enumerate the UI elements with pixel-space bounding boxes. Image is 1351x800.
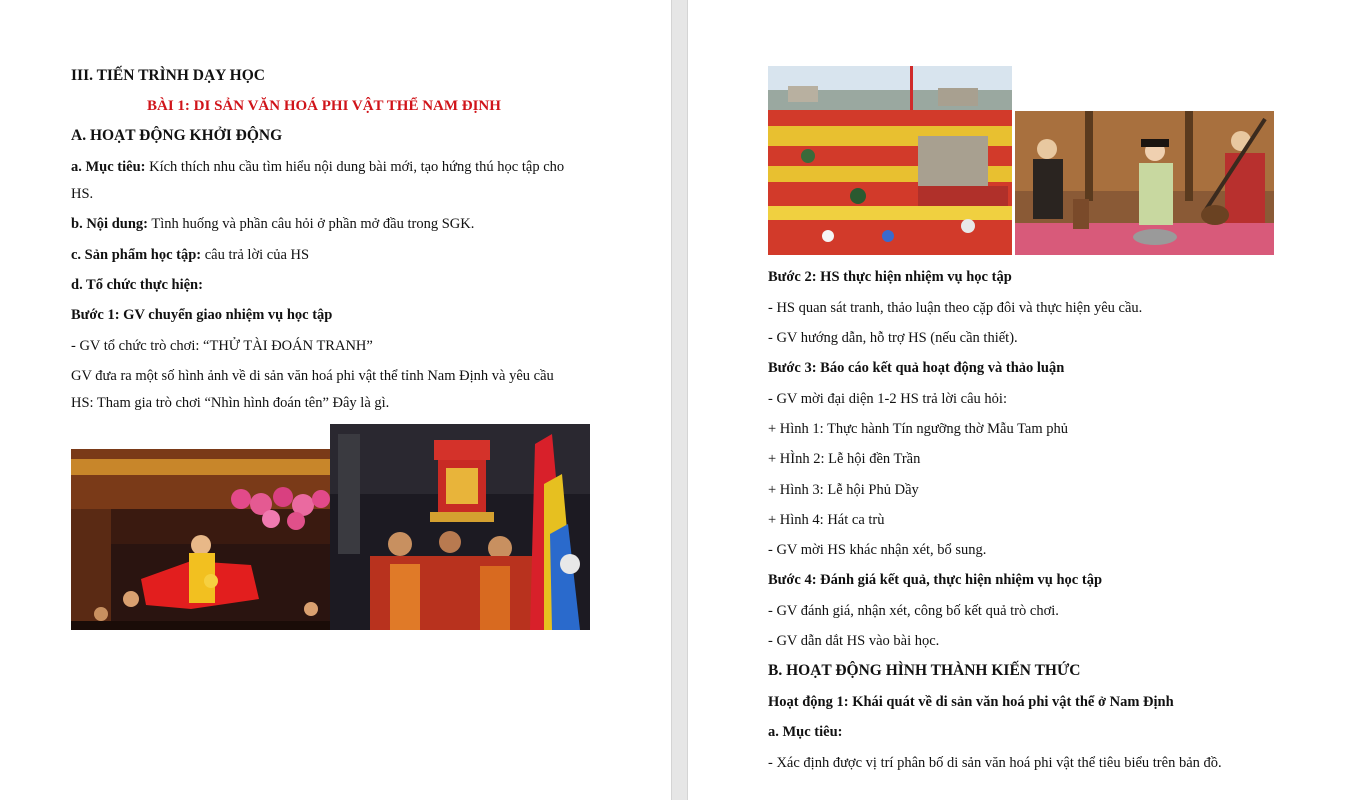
step-3-heading: Bước 3: Báo cáo kết quả hoạt động và thảo luận (768, 360, 1065, 376)
content-line (71, 215, 474, 233)
content-label: b. Nội dung: (71, 216, 148, 232)
step-4-line-1: - GV đánh giá, nhận xét, công bố kết quả trò chơi. (768, 603, 1059, 619)
step-3-answer-4: + Hình 4: Hát ca trù (768, 512, 885, 528)
festival-photo (768, 66, 1012, 255)
step-3-answer-3: + Hình 3: Lễ hội Phủ Dầy (768, 482, 919, 498)
objective-text-cont: HS. (71, 186, 94, 202)
heading-activity-b: B. HOẠT ĐỘNG HÌNH THÀNH KIẾN THỨC (768, 662, 1081, 679)
page-gutter (671, 0, 688, 800)
procession-photo (330, 424, 590, 630)
step-1-heading: Bước 1: GV chuyển giao nhiệm vụ học tập (71, 307, 333, 323)
document-page-left (0, 0, 671, 800)
instruction-line-1: GV đưa ra một số hình ảnh về di sản văn hoá phi vật thể tỉnh Nam Định và yêu cầu (71, 368, 554, 384)
document-page-right (688, 0, 1351, 800)
step-4-line-2: - GV dẫn dắt HS vào bài học. (768, 633, 940, 649)
step-3-answer-1: + Hình 1: Thực hành Tín ngưỡng thờ Mẫu Tam phủ (768, 421, 1069, 437)
step-3-answer-2: + HÌnh 2: Lễ hội đền Trần (768, 451, 921, 467)
objective-label: a. Mục tiêu: (71, 159, 146, 175)
objective-text: Kích thích nhu cầu tìm hiểu nội dung bài mới, tạo hứng thú học tập cho (145, 159, 565, 175)
step-2-line-2: - GV hướng dẫn, hỗ trợ HS (nếu cần thiết). (768, 330, 1018, 346)
ca-tru-photo (1015, 111, 1274, 255)
game-line: - GV tổ chức trò chơi: “THỬ TÀI ĐOÁN TRANH” (71, 338, 373, 354)
objective-line (71, 158, 564, 176)
product-label: c. Sản phẩm học tập: (71, 247, 202, 263)
product-line (71, 246, 309, 264)
activity-1-heading: Hoạt động 1: Khái quát về di sản văn hoá phi vật thể ở Nam Định (768, 694, 1174, 710)
step-2-line-1: - HS quan sát tranh, thảo luận theo cặp đôi và thực hiện yêu cầu. (768, 300, 1143, 316)
activity-1-objective-line-1: - Xác định được vị trí phân bố di sản văn hoá phi vật thể tiêu biểu trên bản đồ. (768, 755, 1222, 771)
content-text: Tình huống và phần câu hỏi ở phần mở đầu trong SGK. (147, 216, 475, 232)
product-text: câu trả lời của HS (201, 247, 310, 263)
step-3-line-6: - GV mời HS khác nhận xét, bổ sung. (768, 542, 987, 558)
lesson-title: BÀI 1: DI SẢN VĂN HOÁ PHI VẬT THỂ NAM ĐỊNH (147, 98, 501, 114)
step-2-heading: Bước 2: HS thực hiện nhiệm vụ học tập (768, 269, 1012, 285)
step-4-heading: Bước 4: Đánh giá kết quả, thực hiện nhiệm vụ học tập (768, 572, 1103, 588)
section-title: III. TIẾN TRÌNH DẠY HỌC (71, 67, 265, 84)
step-3-line-1: - GV mời đại diện 1-2 HS trả lời câu hỏi: (768, 391, 1007, 407)
organization-label: d. Tổ chức thực hiện: (71, 277, 203, 293)
instruction-line-2: HS: Tham gia trò chơi “Nhìn hình đoán tên” Đây là gì. (71, 395, 390, 411)
ritual-photo (71, 449, 330, 630)
activity-1-objective-label: a. Mục tiêu: (768, 724, 843, 740)
heading-activity-a: A. HOẠT ĐỘNG KHỞI ĐỘNG (71, 127, 283, 144)
